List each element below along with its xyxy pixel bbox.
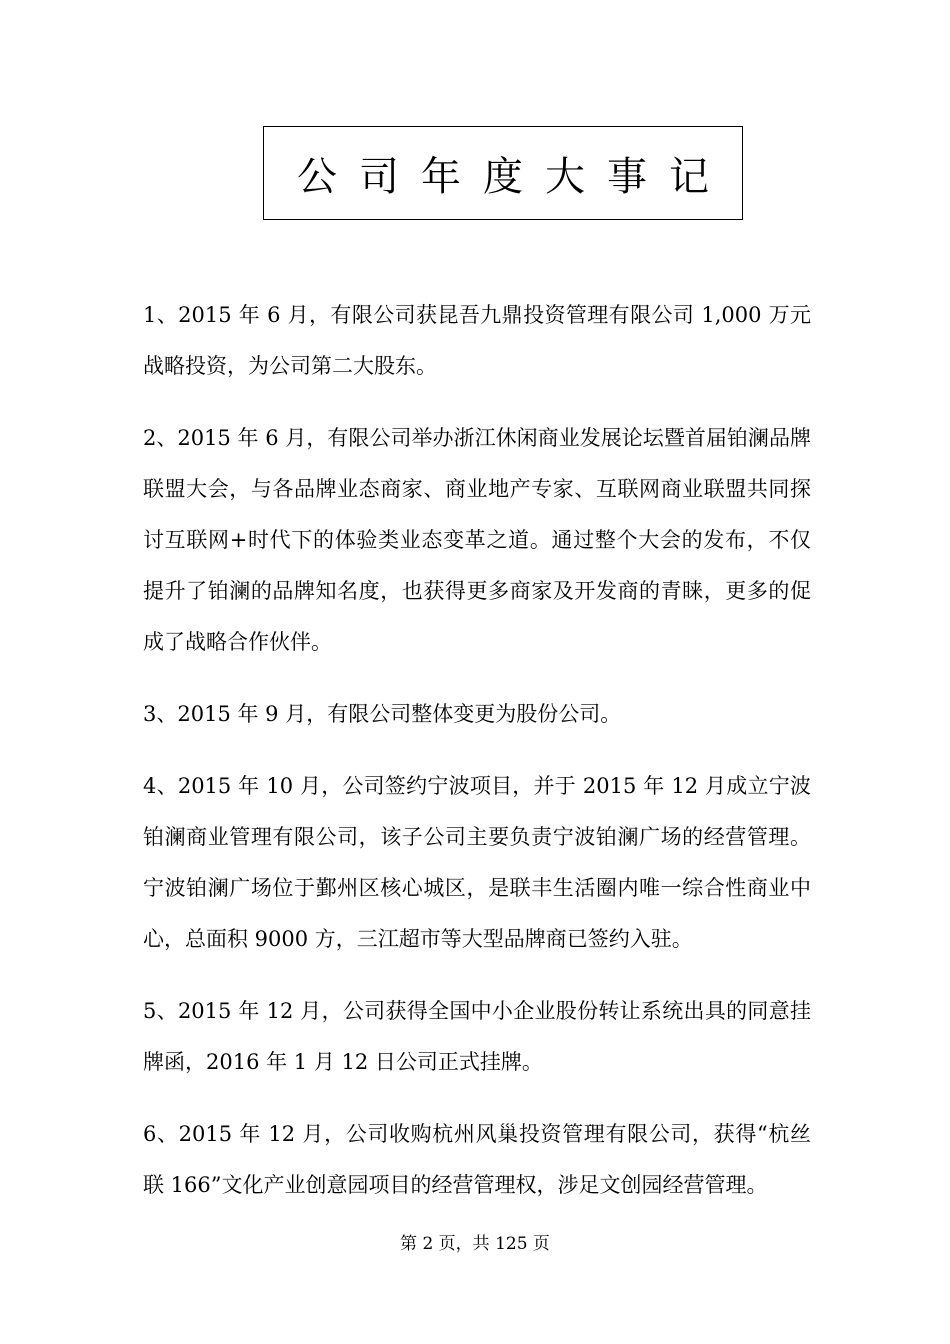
event-item-5: 5、2015 年 12 月，公司获得全国中小企业股份转让系统出具的同意挂牌函，2016 年 1 月 12 日公司正式挂牌。 — [143, 999, 811, 1074]
title-box — [263, 126, 743, 220]
event-item-6: 6、2015 年 12 月，公司收购杭州风巢投资管理有限公司，获得“杭丝联 166”文化产业创意园项目的经营管理权，涉足文创园经营管理。 — [143, 1122, 811, 1197]
event-list — [143, 290, 811, 1232]
event-item-4: 4、2015 年 10 月，公司签约宁波项目，并于 2015 年 12 月成立宁波铂澜商业管理有限公司，该子公司主要负责宁波铂澜广场的经营管理。宁波铂澜广场位于鄞州区核心城区，是联丰生活圈内唯一综合性商业中心，总面积 9000 方，三江超市等大型品牌商已签约入驻。 — [143, 774, 811, 951]
event-item-3: 3、2015 年 9 月，有限公司整体变更为股份公司。 — [143, 702, 622, 726]
event-item-1: 1、2015 年 6 月，有限公司获昆吾九鼎投资管理有限公司 1,000 万元战略投资，为公司第二大股东。 — [143, 303, 811, 378]
event-item-2: 2、2015 年 6 月，有限公司举办浙江休闲商业发展论坛暨首届铂澜品牌联盟大会，与各品牌业态商家、商业地产专家、互联网商业联盟共同探讨互联网+时代下的体验类业态变革之道。通过整个大会的发布，不仅提升了铂澜的品牌知名度，也获得更多商家及开发商的青睐，更多的促成了战略合作伙伴。 — [143, 426, 811, 654]
page-title: 公司年度大事记 — [297, 153, 731, 200]
page-footer: 第 2 页，共 125 页 — [400, 1234, 550, 1254]
